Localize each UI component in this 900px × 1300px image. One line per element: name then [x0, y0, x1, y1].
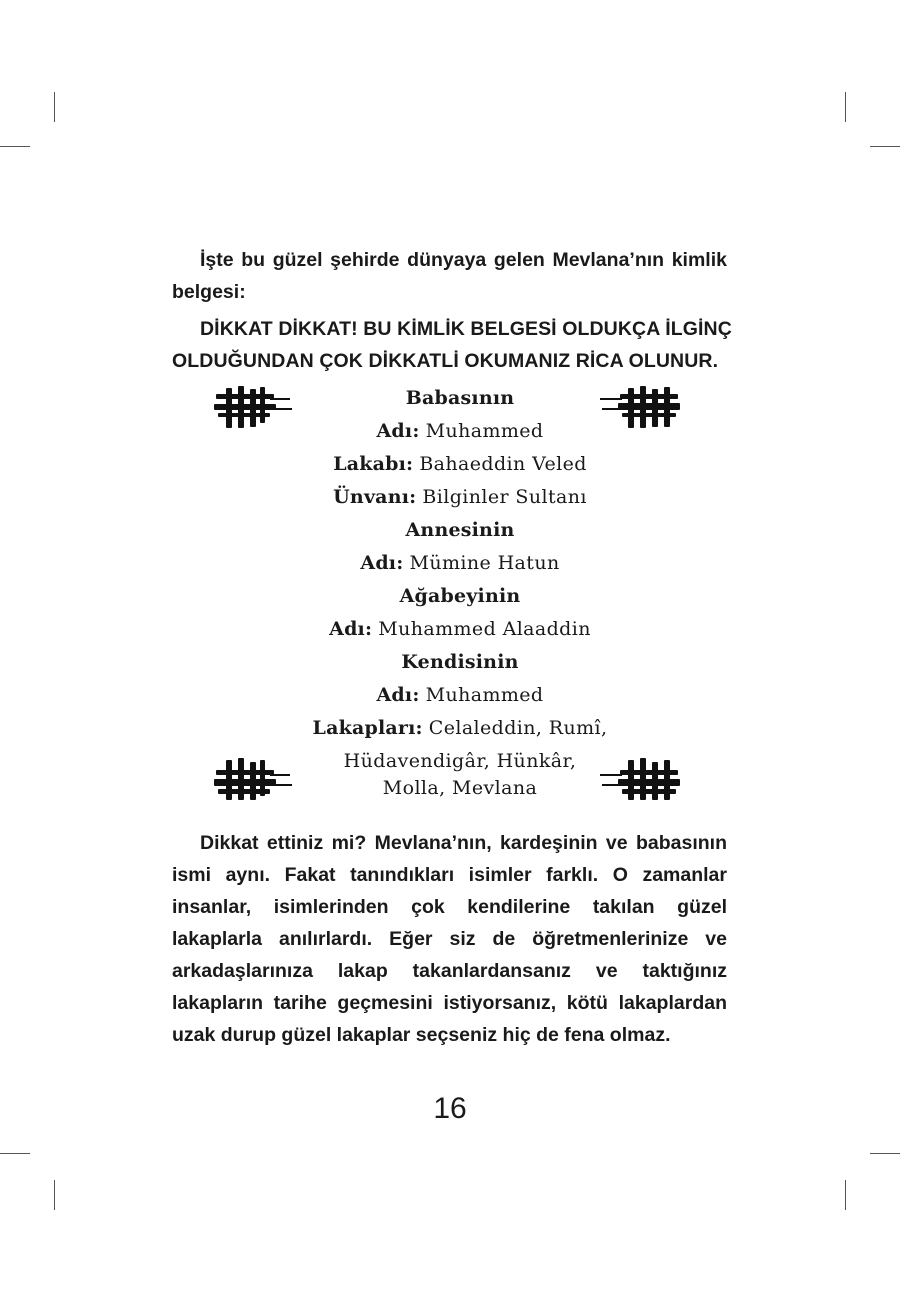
- crop-mark: [870, 146, 900, 147]
- page-number: 16: [433, 1092, 467, 1125]
- father-heading-row: [250, 382, 670, 415]
- father-name-row: [250, 415, 670, 448]
- crop-mark: [845, 92, 846, 122]
- identity-card: [250, 382, 670, 802]
- self-nicknames-line-3: Molla, Mevlana: [382, 777, 538, 799]
- self-nicknames-row-3: [250, 775, 670, 802]
- mother-heading: Annesinin: [405, 519, 515, 541]
- mother-name: Mümine Hatun: [409, 552, 560, 574]
- crop-mark: [845, 1180, 846, 1210]
- self-nicknames-line-2: Hüdavendigâr, Hünkâr,: [343, 750, 577, 772]
- father-heading: Babasının: [405, 387, 515, 409]
- brother-name: Muhammed Alaaddin: [378, 618, 591, 640]
- brother-heading: Ağabeyinin: [399, 585, 521, 607]
- father-title-label: Ünvanı:: [333, 486, 417, 508]
- father-name: Muhammed: [425, 420, 544, 442]
- self-nicknames-label: Lakapları:: [312, 717, 423, 739]
- mother-name-row: [250, 547, 670, 580]
- brother-name-row: [250, 613, 670, 646]
- mother-heading-row: [250, 514, 670, 547]
- self-nicknames-row: [250, 712, 670, 745]
- father-nickname: Bahaeddin Veled: [419, 453, 587, 475]
- father-nickname-label: Lakabı:: [333, 453, 414, 475]
- self-nicknames-row-2: [250, 748, 670, 775]
- crop-mark: [54, 92, 55, 122]
- brother-heading-row: [250, 580, 670, 613]
- mother-name-label: Adı:: [360, 552, 404, 574]
- closing-paragraph: Dikkat ettiniz mi? Mevlana’nın, kardeşinin ve babasının ismi aynı. Fakat tanındıkları isimler farklı. O zamanlar insanlar, isimlerinden çok kendilerine takılan güzel lakaplarla anılırlardı. Eğer siz de öğretmenlerinize ve arkadaşlarınıza lakap takanlardansanız ve taktığınız lakapların tarihe geçmesini istiyorsanız, kötü lakaplardan uzak durup güzel lakaplar seçseniz hiç de fena olmaz.: [172, 832, 727, 1046]
- warning-text: [172, 313, 732, 377]
- brother-name-label: Adı:: [329, 618, 373, 640]
- self-heading-row: [250, 646, 670, 679]
- father-title: Bilginler Sultanı: [422, 486, 587, 508]
- intro-paragraph: İşte bu güzel şehirde dünyaya gelen Mevlana’nın kimlik belgesi:: [172, 249, 727, 303]
- warning-line-1: DİKKAT DİKKAT! BU KİMLİK BELGESİ OLDUKÇA İLGİNÇ: [200, 318, 732, 340]
- father-name-label: Adı:: [376, 420, 420, 442]
- crop-mark: [870, 1153, 900, 1154]
- crop-mark: [0, 146, 30, 147]
- crop-mark: [0, 1153, 30, 1154]
- crop-mark: [54, 1180, 55, 1210]
- father-nickname-row: [250, 448, 670, 481]
- father-title-row: [250, 481, 670, 514]
- self-nicknames-line-1: Celaleddin, Rumî,: [428, 717, 608, 739]
- self-heading: Kendisinin: [401, 651, 519, 673]
- warning-line-2: OLDUĞUNDAN ÇOK DİKKATLİ OKUMANIZ RİCA OLUNUR.: [172, 350, 719, 372]
- self-name-label: Adı:: [376, 684, 420, 706]
- self-name: Muhammed: [425, 684, 544, 706]
- self-name-row: [250, 679, 670, 712]
